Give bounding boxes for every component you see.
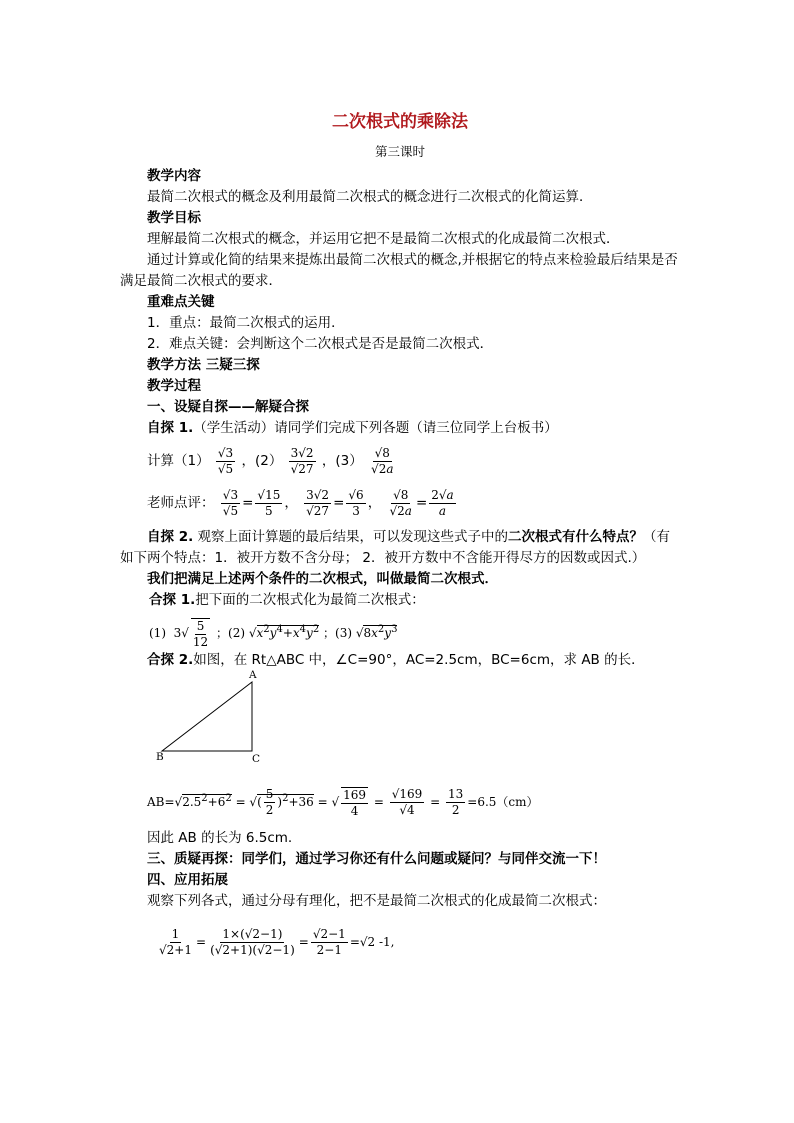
para-goal-2: 通过计算或化简的结果来提炼出最简二次根式的概念,并根据它的特点来检验最后结果是否满足最简二次根式的要求．: [120, 252, 678, 289]
lesson-subtitle: 第三课时: [374, 144, 425, 159]
joint-1-label: 合探 1.: [149, 592, 196, 608]
calc-sep-3: ，(3）: [321, 453, 363, 469]
heading-content: 教学内容: [147, 168, 201, 184]
heading-process: 教学过程: [147, 378, 201, 394]
explore-2: [120, 527, 680, 569]
explore-2-text: 观察上面计算题的最后结果，可以发现这些式子中的: [197, 529, 509, 545]
calc-frac-3: $\frac{√8}{√2a}$: [371, 445, 394, 476]
explore-1-label: 自探 1.: [147, 420, 194, 436]
explore-2-bold: 二次根式有什么特点？: [508, 529, 644, 545]
ab-conclusion: 因此 AB 的长为 6.5cm.: [147, 830, 293, 846]
para-key-2: 2．难点关键：会判断这个二次根式是否是最简二次根式．: [147, 336, 494, 352]
para-section-4: 观察下列各式，通过分母有理化，把不是最简二次根式的化成最简二次根式：: [147, 893, 606, 909]
heading-method: 教学方法 三疑三探: [147, 357, 260, 373]
joint-1: [120, 590, 680, 611]
vertex-c-label: C: [252, 753, 261, 765]
joint-2-label: 合探 2.: [147, 652, 194, 668]
vertex-b-label: B: [156, 751, 164, 763]
teacher-label: 老师点评：: [147, 495, 215, 511]
para-key-1: 1．重点：最简二次根式的运用．: [147, 315, 345, 331]
explore-1-text: （学生活动）请同学们完成下列各题（请三位同学上台板书）: [193, 420, 558, 436]
calc-frac-1: $\frac{√3}{√5}$: [217, 445, 234, 476]
joint-2: [120, 650, 680, 671]
calc-frac-2: $\frac{3√2}{√27}$: [290, 445, 314, 476]
vertex-a-label: A: [249, 669, 257, 681]
joint-1-text: 把下面的二次根式化为最简二次根式：: [195, 592, 425, 608]
document-title: 二次根式的乘除法: [332, 112, 468, 132]
joint-2-text: 如图，在 Rt△ABC 中，∠C=90°，AC=2.5cm，BC=6cm，求 AB 的长．: [193, 652, 645, 668]
joint-1-items: (1) 3√ $\frac{5}{12}$ ；(2) $√x^2y^4+x^4y^2$ ；(3) $√8x^2y^3$: [149, 618, 398, 649]
heading-section-3: 三、质疑再探：同学们，通过学习你还有什么问题或疑问？与同伴交流一下！: [147, 851, 606, 867]
ab-computation: $AB=√2.5^2+6^2$ = √( $\frac{5}{2}$ )$^2$+36 = √ $\frac{169}{4}$ = $\frac{√169}{√4}$ = $\frac{13}{2}$ =6.5（cm）: [147, 787, 539, 818]
explore-1: [120, 418, 680, 439]
para-goal-1: 理解最简二次根式的概念，并运用它把不是最简二次根式的化成最简二次根式．: [147, 231, 620, 247]
calc-row: [120, 441, 680, 481]
teacher-row: 老师点评： $\frac{√3}{√5}$ = $\frac{√15}{5}$ ， $\frac{3√2}{√27}$ = $\frac{√6}{3}$ ， $\frac{√8}{√2a}$ = $\frac{2√a}{a}$: [147, 487, 454, 518]
explore-2-label: 自探 2.: [147, 529, 194, 545]
document-page: [120, 100, 680, 964]
triangle-figure: [158, 671, 680, 763]
para-content: 最简二次根式的概念及利用最简二次根式的概念进行二次根式的化简运算．: [147, 189, 593, 205]
triangle-svg: [158, 671, 268, 763]
heading-section-4: 四、应用拓展: [147, 872, 228, 888]
calc-sep-2: ，(2）: [241, 453, 283, 469]
heading-key: 重难点关键: [147, 294, 215, 310]
heading-goal: 教学目标: [147, 210, 201, 226]
calc-label: 计算（1）: [147, 453, 210, 469]
heading-section-1: 一、设疑自探——解疑合探: [147, 399, 309, 415]
rationalize-example: $\frac{1}{√2+1}$ = $\frac{1\times(√2-1)}{(√2+1)(√2-1)}$ = $\frac{√2-1}{2-1}$ =√2 -1,: [159, 927, 395, 957]
definition: 我们把满足上述两个条件的二次根式，叫做最简二次根式．: [147, 571, 498, 587]
explore-2-paren: （有如下两个特点：1．被开方数不含分母； 2．被开方数中不含能开得尽方的因数或因式.）: [120, 529, 671, 566]
